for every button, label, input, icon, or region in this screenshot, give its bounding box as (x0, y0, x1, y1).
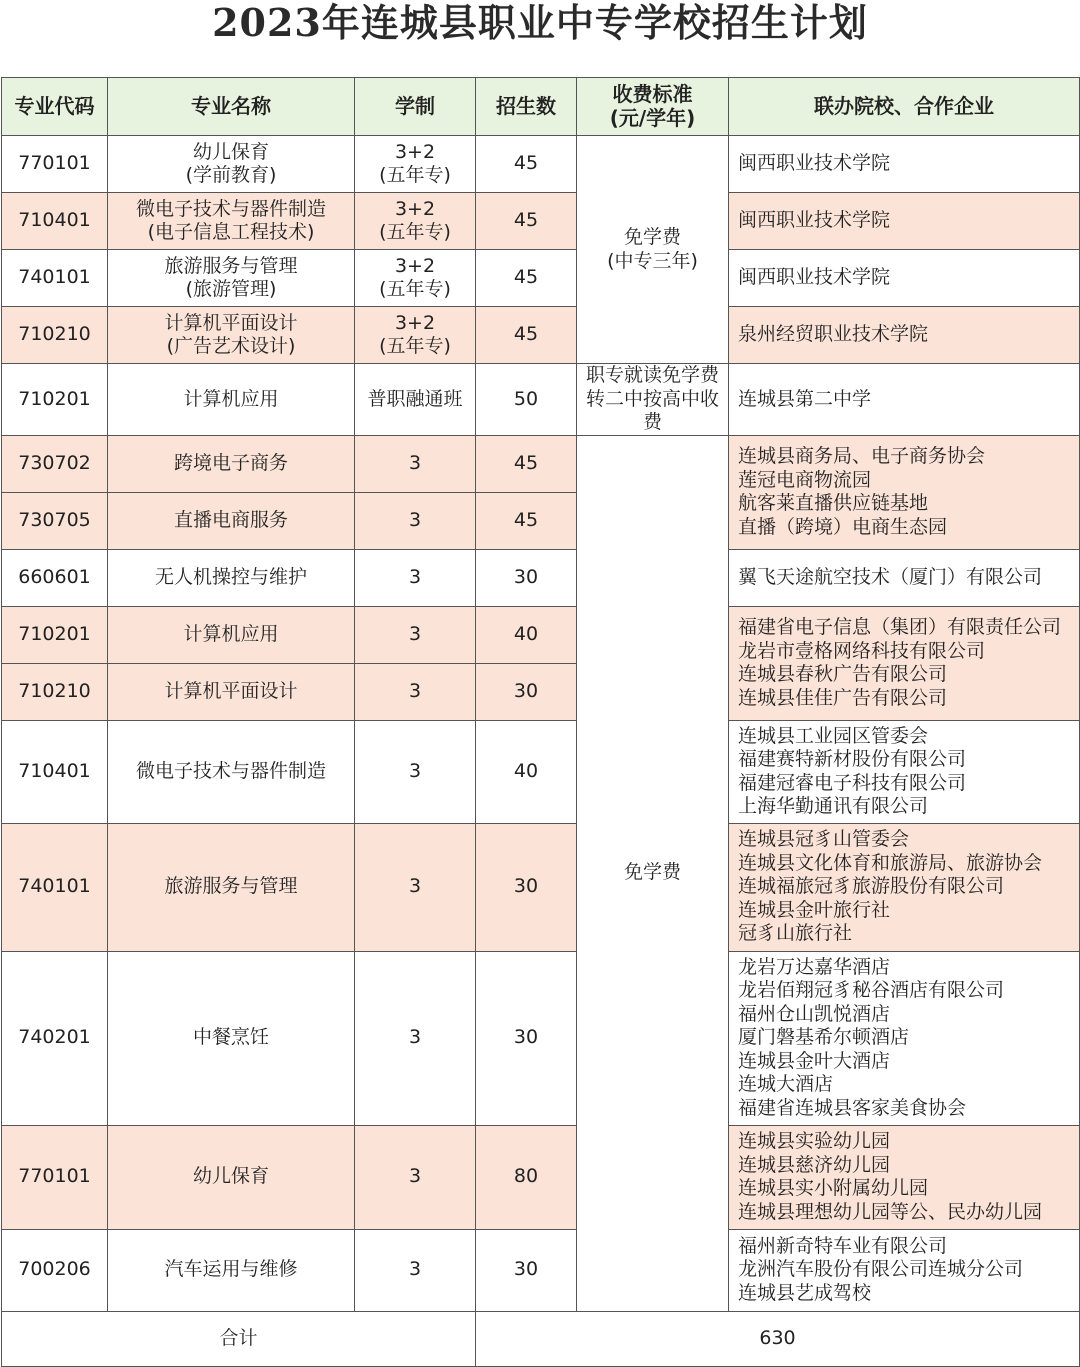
cell-partners: 翼飞天途航空技术（厦门）有限公司 (729, 549, 1080, 606)
cell-partners: 闽西职业技术学院 (729, 250, 1080, 307)
cell-duration: 3 (355, 663, 476, 720)
cell-partners-merged (729, 435, 1080, 549)
partner-line: 龙洲汽车股份有限公司连城分公司 (738, 1258, 1024, 1281)
cell-code: 770101 (2, 136, 108, 193)
cell-duration: 3 (355, 1125, 476, 1229)
duration-line: 3+2 (394, 311, 436, 334)
cell-code: 730705 (2, 492, 108, 549)
cell-name: 旅游服务与管理 (108, 823, 355, 951)
table-row (2, 549, 1080, 606)
cell-code: 740101 (2, 823, 108, 951)
cell-name: 计算机应用 (108, 606, 355, 663)
cell-enrollment: 30 (476, 549, 577, 606)
cell-name: 中餐烹饪 (108, 951, 355, 1125)
cell-duration (355, 250, 476, 307)
header-fee (577, 78, 729, 136)
cell-name: 跨境电子商务 (108, 435, 355, 492)
partner-line: 莲冠电商物流园 (738, 468, 872, 491)
cell-duration: 3 (355, 951, 476, 1125)
header-name: 专业名称 (108, 78, 355, 136)
partner-line: 厦门磐基希尔顿酒店 (738, 1026, 910, 1049)
partner-line: 福建省电子信息（集团）有限责任公司 (738, 616, 1062, 638)
cell-name (108, 250, 355, 307)
cell-partners-merged (729, 606, 1080, 720)
name-line: 微电子技术与器件制造 (135, 197, 326, 220)
cell-fee-merged (577, 136, 729, 364)
duration-line: (五年专) (379, 335, 451, 357)
cell-enrollment: 45 (476, 250, 577, 307)
name-line: 旅游服务与管理 (164, 254, 298, 277)
duration-line: 3+2 (394, 254, 436, 277)
cell-code: 710401 (2, 720, 108, 823)
partner-line: 福建冠睿电子科技有限公司 (738, 771, 967, 794)
total-label: 合计 (2, 1311, 476, 1366)
cell-name: 幼儿保育 (108, 1125, 355, 1229)
cell-enrollment: 30 (476, 663, 577, 720)
cell-code: 660601 (2, 549, 108, 606)
cell-partners: 泉州经贸职业技术学院 (729, 307, 1080, 364)
table-row (2, 951, 1080, 1125)
enrollment-plan-table (1, 77, 1080, 1367)
table-header-row (2, 78, 1080, 136)
cell-duration: 3 (355, 492, 476, 549)
header-fee-line2: (元/学年) (609, 105, 696, 130)
name-line: (广告艺术设计) (166, 335, 296, 357)
cell-partners (729, 1125, 1080, 1229)
cell-enrollment: 40 (476, 720, 577, 823)
header-fee-line1: 收费标准 (612, 82, 693, 106)
name-line: (学前教育) (185, 164, 277, 186)
cell-code: 740201 (2, 951, 108, 1125)
cell-name (108, 136, 355, 193)
cell-name (108, 193, 355, 250)
page-title: 2023年连城县职业中专学校招生计划 (212, 0, 868, 45)
cell-name: 微电子技术与器件制造 (108, 720, 355, 823)
partner-line: 连城县商务局、电子商务协会 (738, 445, 986, 467)
cell-duration (355, 136, 476, 193)
partner-line: 连城大酒店 (738, 1073, 834, 1096)
cell-partners (729, 951, 1080, 1125)
partner-line: 连城县春秋广告有限公司 (738, 663, 948, 685)
table-row (2, 1229, 1080, 1311)
partner-line: 直播（跨境）电商生态园 (738, 515, 948, 538)
partner-line: 福州仓山凯悦酒店 (738, 1002, 891, 1025)
table-row (2, 136, 1080, 193)
partner-line: 龙岩佰翔冠豸秘谷酒店有限公司 (738, 979, 1005, 1002)
cell-enrollment: 50 (476, 364, 577, 436)
cell-code: 740101 (2, 250, 108, 307)
cell-duration: 3 (355, 720, 476, 823)
cell-partners (729, 823, 1080, 951)
partner-line: 上海华勤通讯有限公司 (738, 795, 929, 817)
cell-code: 710210 (2, 663, 108, 720)
partner-line: 连城县金叶大酒店 (738, 1049, 891, 1072)
table-row (2, 364, 1080, 436)
cell-enrollment: 40 (476, 606, 577, 663)
cell-enrollment: 45 (476, 136, 577, 193)
cell-fee-merged: 免学费 (577, 435, 729, 1311)
cell-name (108, 307, 355, 364)
cell-code: 710201 (2, 364, 108, 436)
cell-name: 无人机操控与维护 (108, 549, 355, 606)
partner-line: 福州新奇特车业有限公司 (738, 1234, 948, 1257)
partner-line: 连城县慈济幼儿园 (738, 1153, 891, 1176)
table-row (2, 823, 1080, 951)
table-row (2, 435, 1080, 492)
partner-line: 龙岩万达嘉华酒店 (738, 955, 891, 978)
cell-enrollment: 45 (476, 492, 577, 549)
cell-code: 700206 (2, 1229, 108, 1311)
name-line: (电子信息工程技术) (147, 221, 315, 243)
partner-line: 连城县金叶旅行社 (738, 898, 891, 921)
partner-line: 连城县冠豸山管委会 (738, 828, 910, 851)
table-row (2, 250, 1080, 307)
partner-line: 连城县理想幼儿园等公、民办幼儿园 (738, 1200, 1043, 1223)
header-code: 专业代码 (2, 78, 108, 136)
partner-line: 福建省连城县客家美食协会 (738, 1096, 967, 1119)
name-line: (旅游管理) (185, 278, 277, 300)
name-line: 计算机平面设计 (164, 311, 298, 334)
partner-line: 连城县文化体育和旅游局、旅游协会 (738, 851, 1043, 874)
partner-line: 连城县工业园区管委会 (738, 724, 929, 747)
duration-line: (五年专) (379, 278, 451, 300)
total-row (2, 1311, 1080, 1366)
cell-partners: 闽西职业技术学院 (729, 193, 1080, 250)
cell-code: 770101 (2, 1125, 108, 1229)
duration-line: (五年专) (379, 164, 451, 186)
partner-line: 航客莱直播供应链基地 (738, 492, 929, 514)
header-partners: 联办院校、合作企业 (729, 78, 1080, 136)
partner-line: 冠豸山旅行社 (738, 922, 853, 945)
cell-partners (729, 720, 1080, 823)
cell-enrollment: 45 (476, 307, 577, 364)
cell-duration: 3 (355, 606, 476, 663)
partner-line: 连城县佳佳广告有限公司 (738, 686, 948, 709)
cell-duration: 3 (355, 823, 476, 951)
fee-line: 转二中按高中收费 (585, 387, 719, 433)
cell-fee (577, 364, 729, 436)
header-duration: 学制 (355, 78, 476, 136)
cell-name: 计算机应用 (108, 364, 355, 436)
cell-code: 710201 (2, 606, 108, 663)
partner-line: 连城县实验幼儿园 (738, 1130, 891, 1152)
cell-name: 汽车运用与维修 (108, 1229, 355, 1311)
fee-line: (中专三年) (607, 249, 698, 272)
cell-duration: 普职融通班 (355, 364, 476, 436)
table-row (2, 193, 1080, 250)
cell-enrollment: 45 (476, 435, 577, 492)
cell-duration: 3 (355, 435, 476, 492)
cell-duration (355, 307, 476, 364)
cell-enrollment: 30 (476, 951, 577, 1125)
partner-line: 龙岩市壹格网络科技有限公司 (738, 639, 986, 662)
fee-line: 免学费 (623, 226, 681, 248)
fee-line: 职专就读免学费 (585, 364, 719, 386)
partner-line: 福建赛特新材股份有限公司 (738, 748, 967, 770)
cell-code: 730702 (2, 435, 108, 492)
cell-code: 710401 (2, 193, 108, 250)
cell-code: 710210 (2, 307, 108, 364)
cell-enrollment: 30 (476, 1229, 577, 1311)
total-value: 630 (476, 1311, 1080, 1366)
table-row (2, 720, 1080, 823)
table-row (2, 1125, 1080, 1229)
duration-line: (五年专) (379, 221, 451, 243)
cell-enrollment: 45 (476, 193, 577, 250)
cell-duration: 3 (355, 1229, 476, 1311)
cell-name: 计算机平面设计 (108, 663, 355, 720)
cell-duration: 3 (355, 549, 476, 606)
header-enrollment: 招生数 (476, 78, 577, 136)
duration-line: 3+2 (394, 197, 436, 220)
duration-line: 3+2 (394, 140, 436, 163)
table-row (2, 606, 1080, 663)
cell-duration (355, 193, 476, 250)
partner-line: 连城福旅冠豸旅游股份有限公司 (738, 875, 1005, 898)
cell-enrollment: 80 (476, 1125, 577, 1229)
cell-partners: 连城县第二中学 (729, 364, 1080, 436)
cell-enrollment: 30 (476, 823, 577, 951)
cell-partners (729, 1229, 1080, 1311)
partner-line: 连城县实小附属幼儿园 (738, 1177, 929, 1199)
table-row (2, 307, 1080, 364)
name-line: 幼儿保育 (192, 140, 269, 163)
cell-name: 直播电商服务 (108, 492, 355, 549)
cell-partners: 闽西职业技术学院 (729, 136, 1080, 193)
partner-line: 连城县艺成驾校 (738, 1281, 872, 1304)
